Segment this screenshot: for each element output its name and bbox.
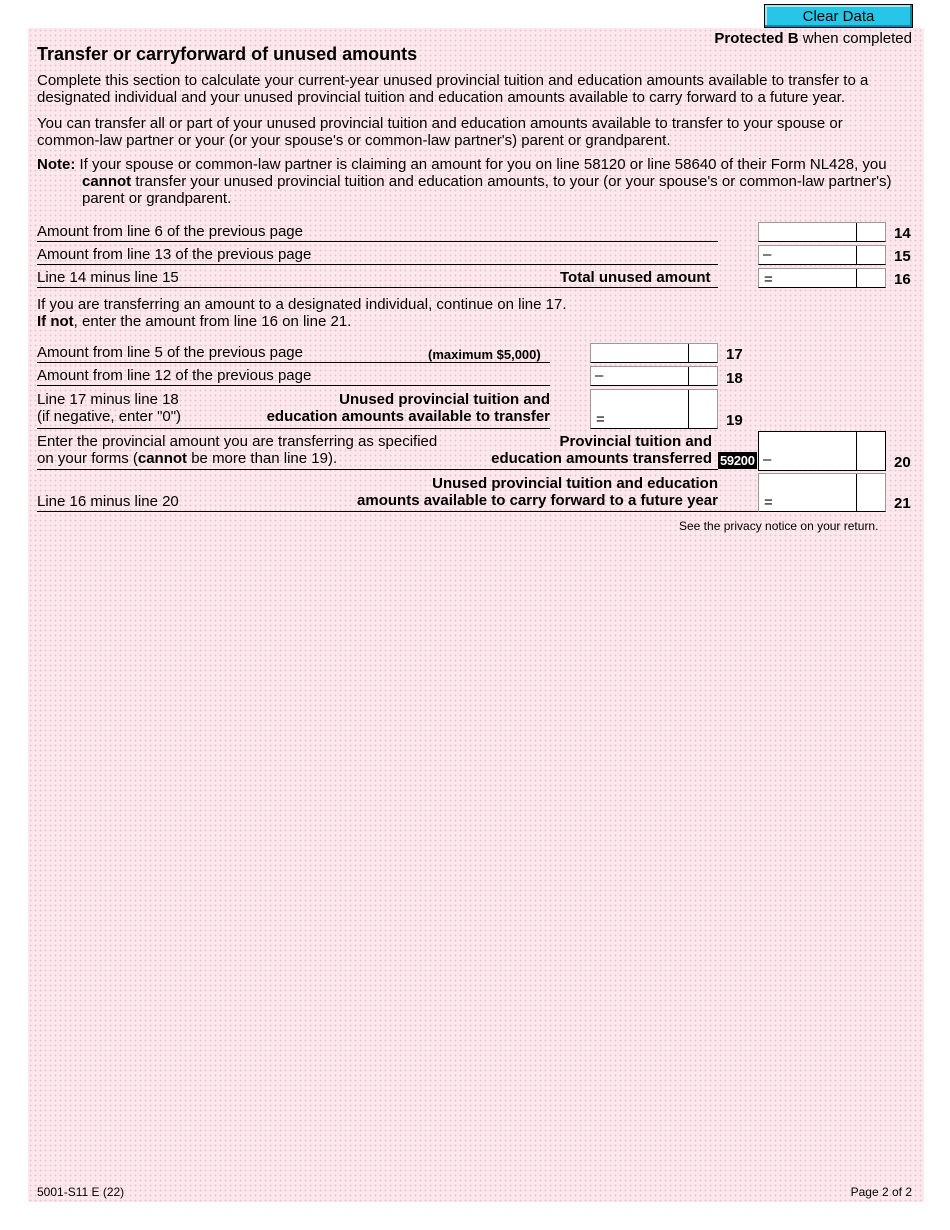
line-18-description: Amount from line 12 of the previous page xyxy=(37,367,312,384)
transfer-instruction-1: If you are transferring an amount to a designated individual, continue on line 17. xyxy=(37,296,567,313)
page-number: Page 2 of 2 xyxy=(850,1185,912,1199)
clear-data-button[interactable]: Clear Data xyxy=(764,4,913,28)
line-20-label-1: Provincial tuition and xyxy=(559,433,712,450)
line-16-label: Total unused amount xyxy=(560,269,711,286)
line-21-description: Line 16 minus line 20 xyxy=(37,493,179,510)
line-15-number: 15 xyxy=(894,248,911,265)
line-17-maximum-label: (maximum $5,000) xyxy=(428,347,541,362)
line-15-description: Amount from line 13 of the previous page xyxy=(37,246,312,263)
line-20-minus-sign: – xyxy=(763,451,772,468)
line-14-number: 14 xyxy=(894,225,911,242)
line-14-rule xyxy=(37,241,718,242)
line-17-amount-field[interactable] xyxy=(590,343,718,363)
line-20-rule xyxy=(37,469,718,470)
line-17-rule xyxy=(37,362,550,363)
line-19-label-2: education amounts available to transfer xyxy=(266,408,550,425)
line-21-amount-field[interactable] xyxy=(758,473,886,512)
line-18-number: 18 xyxy=(726,370,743,387)
line-21-equals-sign: = xyxy=(764,494,773,511)
line-19-amount-field[interactable] xyxy=(590,389,718,429)
line-20-amount-field[interactable] xyxy=(758,431,886,471)
line-16-equals-sign: = xyxy=(764,271,773,288)
note-paragraph: Note: If your spouse or common-law partner is claiming an amount for you on line 58120 or line 58640 of their Form NL428, you cannot transfer your unused provincial tuition and education amounts, to your (or your spouse's or common-law partner's) parent or grandparent. xyxy=(37,156,892,207)
intro-paragraph-2: You can transfer all or part of your unused provincial tuition and education amounts available to transfer to your spouse or common-law partner or your (or your spouse's or common-law partner's) parent or grandparent. xyxy=(37,115,843,149)
transfer-instruction-2: If not, enter the amount from line 16 on line 21. xyxy=(37,313,352,330)
line-19-description-2: (if negative, enter "0") xyxy=(37,408,182,425)
line-15-minus-sign: – xyxy=(763,246,772,263)
line-19-equals-sign: = xyxy=(596,411,605,428)
line-16-number: 16 xyxy=(894,271,911,288)
line-19-label-1: Unused provincial tuition and xyxy=(339,391,550,408)
line-15-rule xyxy=(37,264,718,265)
line-17-description: Amount from line 5 of the previous page xyxy=(37,344,303,361)
protected-notice: Protected B when completed xyxy=(714,30,912,47)
line-14-amount-field[interactable] xyxy=(758,222,886,242)
line-21-label-1: Unused provincial tuition and education xyxy=(432,475,718,492)
line-21-number: 21 xyxy=(894,495,911,512)
line-20-label-2: education amounts transferred xyxy=(491,450,712,467)
line-19-rule xyxy=(37,428,550,429)
line-20-number: 20 xyxy=(894,454,911,471)
line-16-description: Line 14 minus line 15 xyxy=(37,269,179,286)
line-20-code-badge: 59200 xyxy=(720,453,755,468)
line-20-description-1: Enter the provincial amount you are transferring as specified xyxy=(37,433,438,450)
line-14-description: Amount from line 6 of the previous page xyxy=(37,223,303,240)
line-18-amount-field[interactable] xyxy=(590,366,718,386)
line-17-number: 17 xyxy=(726,346,743,363)
line-18-rule xyxy=(37,385,550,386)
section-title: Transfer or carryforward of unused amounts xyxy=(37,44,418,64)
line-19-number: 19 xyxy=(726,412,743,429)
line-21-label-2: amounts available to carry forward to a future year xyxy=(357,492,718,509)
line-15-amount-field[interactable] xyxy=(758,245,886,265)
privacy-notice: See the privacy notice on your return. xyxy=(679,519,879,533)
line-16-rule xyxy=(37,287,718,288)
intro-paragraph-1: Complete this section to calculate your current-year unused provincial tuition and education amounts available to transfer to a designated individual and your unused provincial tuition and education amounts available to carry forward to a future year. xyxy=(37,72,869,106)
line-19-description-1: Line 17 minus line 18 xyxy=(37,391,179,408)
line-18-minus-sign: – xyxy=(595,367,604,384)
line-16-amount-field[interactable] xyxy=(758,268,886,288)
line-20-description-2: on your forms (cannot be more than line 19). xyxy=(37,450,338,467)
form-number: 5001-S11 E (22) xyxy=(37,1185,125,1199)
